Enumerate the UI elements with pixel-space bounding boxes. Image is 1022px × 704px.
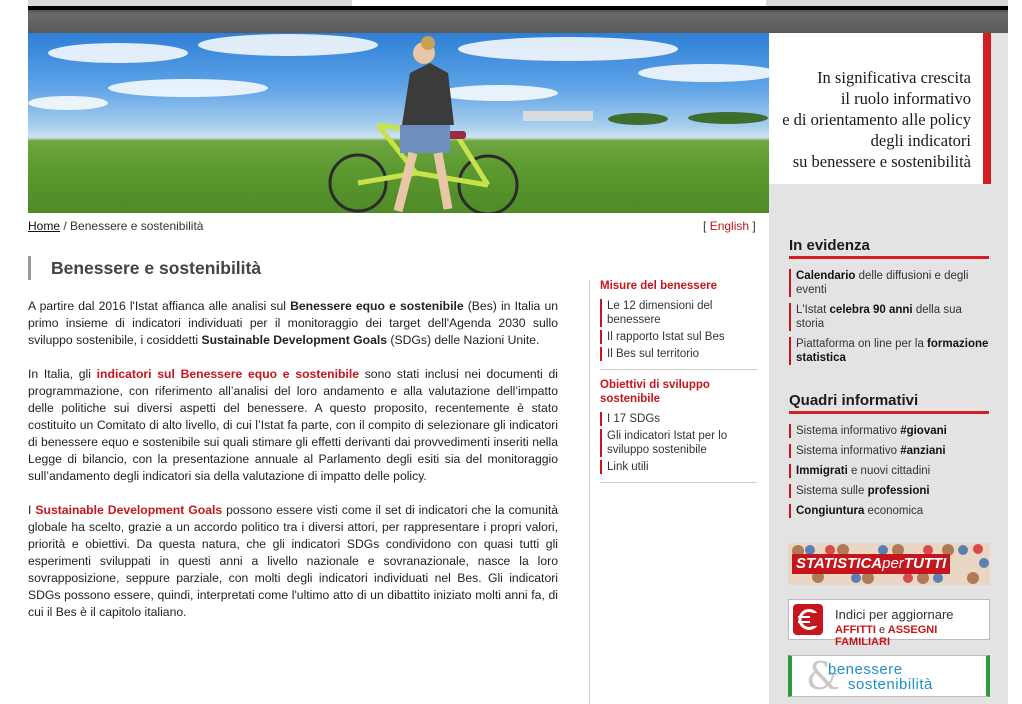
bold-text: Sustainable Development Goals bbox=[201, 333, 388, 347]
language-bracket-open: [ bbox=[703, 219, 707, 233]
quadri-heading: Quadri informativi bbox=[789, 392, 989, 414]
quadri-item[interactable] bbox=[789, 504, 989, 518]
bes-indicators-link[interactable]: indicatori sul Benessere equo e sostenibile bbox=[96, 367, 359, 381]
bold-text: professioni bbox=[867, 485, 930, 497]
subnav-item[interactable]: Gli indicatori Istat per lo sviluppo sostenibile bbox=[600, 429, 757, 457]
evidenza-heading: In evidenza bbox=[789, 237, 989, 259]
text: ASSEGNI FAMILIARI bbox=[835, 624, 938, 648]
text: I bbox=[28, 503, 36, 517]
text: e nuovi cittadini bbox=[847, 465, 931, 477]
text: economica bbox=[864, 505, 924, 517]
subnav-item[interactable]: Link utili bbox=[600, 460, 757, 474]
subnav-section-title[interactable]: Misure del benessere bbox=[600, 280, 717, 292]
text: possono essere visti come il set di indicatori che la comunità globale ha scelto, grazie a un accordo politico tra i diversi attori, per rappresentare i propri valori, priorità e obiettivi. Da questa natura, che gli indicatori SDGs condividono con quasi tutti gli esperimenti sviluppati in questi anni a livello nazionale e sovranazionale, nasce la loro sovrapposizione, seppure parziale, con molti degli indicatori individuati nel Bes. Gli indicatori SDGs possono essere, quindi, interpretati come l'ultimo atto di un dibattito iniziato molti anni fa, di cui il Bes è il capitolo italiano. bbox=[28, 503, 558, 619]
text: AFFITTI bbox=[835, 624, 876, 636]
quadri-list bbox=[789, 424, 989, 518]
tagline-line: e di orientamento alle policy bbox=[782, 110, 971, 129]
bold-text: #anziani bbox=[900, 445, 946, 457]
bold-text: celebra 90 anni bbox=[829, 304, 913, 316]
bold-text: Calendario bbox=[796, 270, 856, 282]
quadri-item[interactable] bbox=[789, 424, 989, 438]
ampersand-logo-icon: & bbox=[806, 654, 840, 698]
indici-affitti-banner[interactable] bbox=[788, 599, 990, 648]
bold-text: Benessere equo e sostenibile bbox=[290, 299, 464, 313]
subnav-item[interactable]: Il rapporto Istat sul Bes bbox=[600, 330, 757, 344]
tagline-line: In significativa crescita bbox=[817, 68, 971, 87]
evidenza-list bbox=[789, 269, 989, 365]
text: delle diffusioni e degli eventi bbox=[796, 270, 969, 296]
bold-text: Immigrati bbox=[796, 465, 848, 477]
text: Sistema informativo bbox=[796, 445, 901, 457]
text: e bbox=[879, 624, 886, 636]
banner-line bbox=[835, 624, 989, 648]
bold-text: formazione statistica bbox=[796, 338, 989, 364]
text: TUTTI bbox=[903, 555, 947, 572]
text: In Italia, gli bbox=[28, 367, 97, 381]
quadri-item[interactable] bbox=[789, 464, 989, 478]
text: L'Istat bbox=[796, 304, 830, 316]
subnav-list bbox=[600, 412, 757, 474]
evidenza-item[interactable] bbox=[789, 337, 989, 365]
text: Sistema sulle bbox=[796, 485, 868, 497]
article-body bbox=[28, 298, 558, 638]
statistica-per-tutti-banner[interactable] bbox=[788, 543, 990, 585]
subnav-separator bbox=[600, 369, 757, 370]
hero-illustration bbox=[28, 33, 769, 213]
evidenza-item[interactable] bbox=[789, 303, 989, 331]
header-tagline bbox=[769, 33, 991, 184]
banner-line: Indici per aggiornare bbox=[835, 607, 954, 622]
section-subnav bbox=[600, 279, 757, 491]
article-paragraph bbox=[28, 502, 558, 621]
text: della sua storia bbox=[796, 304, 962, 330]
sdgs-link[interactable]: Sustainable Development Goals bbox=[35, 503, 223, 517]
tagline-line: degli indicatori bbox=[870, 131, 971, 150]
tagline-line: il ruolo informativo bbox=[840, 89, 971, 108]
subnav-list bbox=[600, 299, 757, 361]
benessere-sostenibilita-banner[interactable] bbox=[788, 655, 990, 697]
subnav-item[interactable]: I 17 SDGs bbox=[600, 412, 757, 426]
article-paragraph bbox=[28, 298, 558, 349]
text: A partire dal 2016 l'Istat affianca alle analisi sul bbox=[28, 299, 291, 313]
text: (Bes) in Italia un primo insieme di indicatori individuati per il monitoraggio dei target dell'Agenda 2030 sullo sviluppo sostenibile, i cosiddetti bbox=[28, 299, 558, 347]
banner-line: benessere bbox=[828, 661, 903, 678]
article-paragraph bbox=[28, 366, 558, 485]
english-link[interactable]: English bbox=[709, 219, 750, 233]
header-bar bbox=[28, 6, 1008, 33]
text: Piattaforma on line per la bbox=[796, 338, 928, 350]
banner-label bbox=[792, 554, 950, 574]
banner-line: sostenibilità bbox=[848, 676, 933, 693]
column-divider bbox=[589, 280, 590, 704]
breadcrumb-current: Benessere e sostenibilità bbox=[70, 219, 204, 233]
subnav-section-title[interactable]: Obiettivi di sviluppo sostenibile bbox=[600, 379, 710, 405]
breadcrumb-home-link[interactable]: Home bbox=[28, 219, 61, 233]
language-switch bbox=[703, 219, 756, 233]
subnav-item[interactable]: Le 12 dimensioni del benessere bbox=[600, 299, 757, 327]
breadcrumb-separator: / bbox=[63, 219, 67, 233]
quadri-item[interactable] bbox=[789, 484, 989, 498]
page-title: Benessere e sostenibilità bbox=[28, 256, 261, 280]
text: STATISTICA bbox=[796, 555, 883, 572]
tagline-line: su benessere e sostenibilità bbox=[792, 152, 971, 171]
bold-text: #giovani bbox=[900, 425, 947, 437]
text: Sistema informativo bbox=[796, 425, 901, 437]
text: (SDGs) delle Nazioni Unite. bbox=[387, 333, 540, 347]
subnav-separator bbox=[600, 482, 757, 483]
text: per bbox=[882, 555, 904, 572]
quadri-item[interactable] bbox=[789, 444, 989, 458]
text: sono stati inclusi nei documenti di programmazione, con riferimento all’analisi del loro andamento e alla valutazione dell’impatto delle politiche sui diversi aspetti del benessere. A questo proposito, recentemente è stato costituito un Comitato di alto livello, di cui l’Istat fa parte, con il compito di selezionare gli indicatori di benessere equo e sostenibile sui quali stimare gli effetti derivanti dai provvedimenti inseriti nella Legge di bilancio, con la presentazione annuale al Parlamento degli esiti sia del monitoraggio sull’andamento degli indicatori sia della valutazione di impatto delle policy. bbox=[28, 367, 558, 483]
bold-text: Congiuntura bbox=[796, 505, 865, 517]
evidenza-item[interactable] bbox=[789, 269, 989, 297]
hero-image bbox=[28, 33, 769, 213]
language-bracket-close: ] bbox=[752, 219, 756, 233]
subnav-item[interactable]: Il Bes sul territorio bbox=[600, 347, 757, 361]
breadcrumb bbox=[28, 219, 203, 233]
euro-icon bbox=[793, 604, 823, 635]
